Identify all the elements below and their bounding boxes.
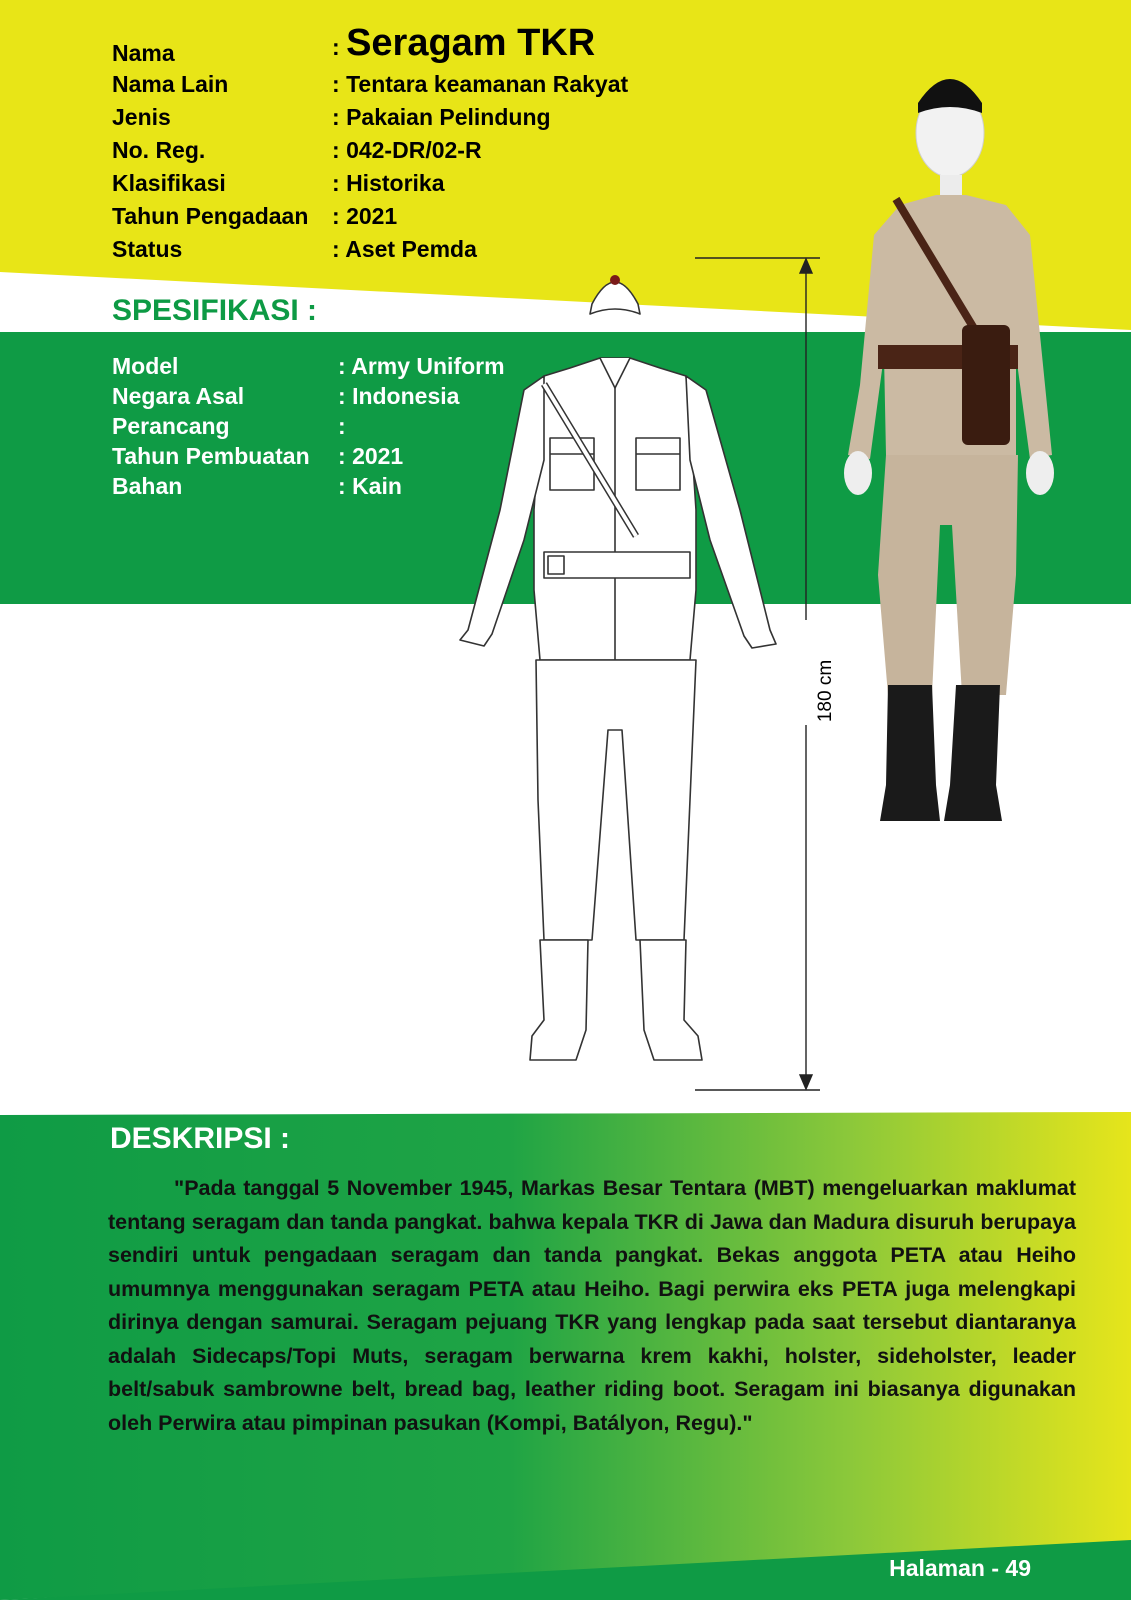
trousers-drawing	[536, 660, 696, 940]
left-sleeve-drawing	[460, 376, 544, 646]
height-dimension-line	[690, 255, 820, 1095]
identity-label: Nama	[112, 40, 175, 66]
spec-label: Tahun Pembuatan	[112, 443, 310, 469]
identity-value: 2021	[346, 203, 398, 229]
spec-value: Kain	[352, 473, 402, 499]
spec-value: Indonesia	[352, 383, 460, 409]
page-number: Halaman - 49	[889, 1555, 1031, 1581]
identity-label: Status	[112, 236, 183, 262]
identity-value: Historika	[346, 170, 445, 196]
spec-value: 2021	[352, 443, 404, 469]
cap-drawing	[590, 282, 640, 314]
belt-drawing	[544, 552, 690, 578]
object-title: Seragam TKR	[346, 22, 596, 64]
description-heading: DESKRIPSI :	[110, 1122, 291, 1155]
identity-label: Tahun Pengadaan	[112, 203, 309, 229]
spec-label: Model	[112, 353, 179, 379]
identity-value: Aset Pemda	[345, 236, 477, 262]
identity-label: Klasifikasi	[112, 170, 226, 196]
identity-label: Nama Lain	[112, 71, 229, 97]
identity-value: Pakaian Pelindung	[346, 104, 551, 130]
spec-label: Perancang	[112, 413, 230, 439]
uniform-mannequin-photo	[840, 55, 1080, 845]
spec-value: Army Uniform	[351, 353, 505, 379]
description-text: "Pada tanggal 5 November 1945, Markas Besar Tentara (MBT) mengeluarkan maklumat tentang seragam dan tanda pangkat. bahwa kepala TKR di Jawa dan Madura disuruh berupaya sendiri untuk pengadaan seragam dan tanda pangkat. Bekas anggota PETA atau Heiho umumnya menggunakan seragam PETA atau Heiho. Bagi perwira eks PETA juga melengkapi dirinya dengan samurai. Seragam pejuang TKR yang lengkap pada saat tersebut diantaranya adalah Sidecaps/Topi Muts, seragam berwarna krem kakhi, holster, sideholster, leader belt/sabuk sambrowne belt, bread bag, leather riding boot. Seragam ini biasanya digunakan oleh Perwira atau pimpinan pasukan (Kompi, Batályon, Regu)."	[108, 1176, 1076, 1435]
height-label: 180 cm	[815, 659, 837, 723]
spec-label: Bahan	[112, 473, 183, 499]
spec-heading: SPESIFIKASI :	[112, 294, 318, 327]
identity-label: No. Reg.	[112, 137, 206, 163]
identity-value: Tentara keamanan Rakyat	[346, 71, 629, 97]
identity-label: Jenis	[112, 104, 171, 130]
spec-label: Negara Asal	[112, 383, 245, 409]
left-boot-drawing	[530, 940, 588, 1060]
identity-value: 042-DR/02-R	[346, 137, 482, 163]
